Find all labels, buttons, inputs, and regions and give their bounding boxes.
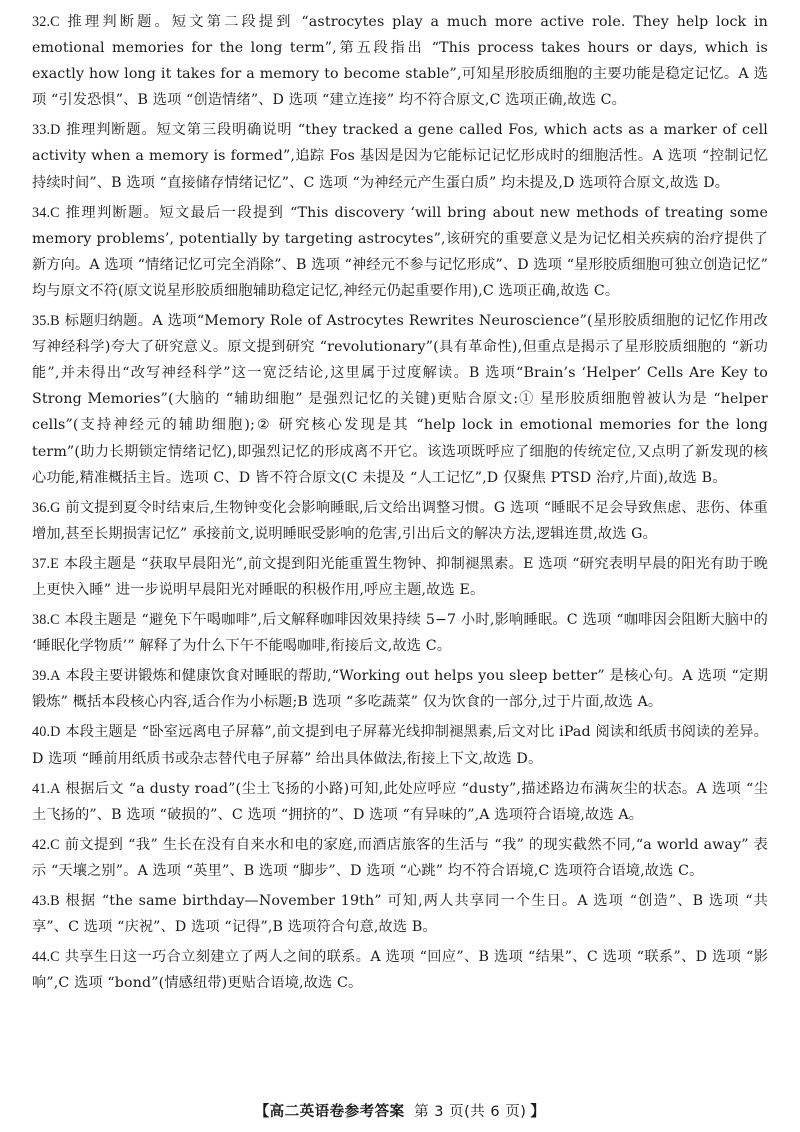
answer-number: 33.D: [32, 122, 61, 139]
answer-explanation: 本段主题是 “避免下午喝咖啡”,后文解释咖啡因效果持续 5−7 小时,影响睡眠。C 选项 “咖啡因会阻断大脑中的 ‘睡眠化学物质’” 解释了为什么下午不能喝咖啡,衔接后文,故选 C。: [32, 612, 768, 655]
answer-number: 36.G: [32, 499, 61, 516]
answer-number: 32.C: [32, 14, 60, 30]
answer-item: [32, 944, 768, 996]
answer-item: [32, 551, 768, 603]
answer-number: 44.C: [32, 949, 60, 966]
answer-number: 37.E: [32, 555, 60, 572]
answer-explanation: 根据后文 “a dusty road”(尘土飞扬的小路)可知,此处应呼应 “dusty”,描述路边布满灰尘的状态。A 选项 “尘土飞扬的”、B 选项 “破损的”、C 选项 “拥挤的”、D 选项 “有异味的”,A 选项符合语境,故选 A。: [32, 780, 768, 823]
answer-explanation: 本段主要讲锻炼和健康饮食对睡眠的帮助,“Working out helps you sleep better” 是核心句。A 选项 “定期锻炼” 概括本段核心内容,适合作为小标题;B 选项 “多吃蔬菜” 仅为饮食的一部分,过于片面,故选 A。: [32, 668, 768, 711]
answer-number: 41.A: [32, 780, 61, 797]
answer-item: [32, 308, 768, 491]
answer-number: 43.B: [32, 893, 60, 909]
answer-number: 34.C: [32, 204, 60, 221]
answer-number: 40.D: [32, 724, 61, 741]
answer-explanation: 推理判断题。短文最后一段提到 “This discovery ‘will bring about new methods of treating some memory problems’, potentially by targeting astrocytes”,该研究的重要意义是为记忆相关疾病的治疗提供了新方向。A 选项 “情绪记忆可完全消除”、B 选项 “神经元不参与记忆形成”、D 选项 “星形胶质细胞可独立创造记忆” 均与原文不符(原文说星形胶质细胞辅助稳定记忆,神经元仍起重要作用),C 选项正确,故选 C。: [32, 204, 768, 299]
answer-explanation: 推理判断题。短文第二段提到 “astrocytes play a much more active role. They help lock in emotional memories for the long term”,第五段指出 “This process takes hours or days, which is exactly how long it takes for a memory to become stable”,可知星形胶质细胞的主要功能是稳定记忆。A 选项 “引发恐惧”、B 选项 “创造情绪”、D 选项 “建立连接” 均不符合原文,C 选项正确,故选 C。: [32, 14, 768, 109]
answer-item: [32, 9, 768, 113]
answer-item: [32, 832, 768, 884]
answer-explanation: 前文提到 “我” 生长在没有自来水和电的家庭,而酒店旅客的生活与 “我” 的现实截然不同,“a world away” 表示 “天壤之别”。A 选项 “英里”、B 选项 “脚步”、D 选项 “心跳” 均不符合语境,C 选项符合语境,故选 C。: [32, 836, 768, 879]
answer-list: [32, 9, 768, 1000]
answer-item: [32, 607, 768, 659]
answer-number: 38.C: [32, 612, 60, 629]
answer-item: [32, 200, 768, 304]
answer-explanation: 标题归纳题。A 选项“Memory Role of Astrocytes Rewrites Neuroscience”(星形胶质细胞的记忆作用改写神经科学)夸大了研究意义。原文提到研究 “revolutionary”(具有革命性),但重点是揭示了星形胶质细胞的 “新功能”,并未得出“改写神经科学”这一宽泛结论,这里属于过度解读。B 选项“Brain’s ‘Helper’ Cells Are Key to Strong Memories”(大脑的 “辅助细胞” 是强烈记忆的关键)更贴合原文:① 星形胶质细胞曾被认为是 “helper cells”(支持神经元的辅助细胞);② 研究核心发现是其 “help lock in emotional memories for the long term”(助力长期锁定情绪记忆),即强烈记忆的形成离不开它。该选项既呼应了细胞的传统定位,又点明了新发现的核心功能,精准概括主旨。选项 C、D 皆不符合原文(C 未提及 “人工记忆”,D 仅聚焦 PTSD 治疗,片面),故选 B。: [32, 313, 768, 486]
answer-explanation: 推理判断题。短文第三段明确说明 “they tracked a gene called Fos, which acts as a marker of cell activity when a memory is formed”,追踪 Fos 基因是因为它能标记记忆形成时的细胞活性。A 选项 “控制记忆持续时间”、B 选项 “直接储存情绪记忆”、C 选项 “为神经元产生蛋白质” 均未提及,D 选项符合原文,故选 D。: [32, 122, 768, 191]
footer-page-info: 第 3 页(共 6 页): [414, 1104, 527, 1120]
answer-number: 35.B: [32, 313, 60, 330]
footer-close-bracket: 】: [530, 1104, 546, 1120]
answer-item: [32, 663, 768, 715]
answer-explanation: 根据 “the same birthday—November 19th” 可知,两人共享同一个生日。A 选项 “创造”、B 选项 “共享”、C 选项 “庆祝”、D 选项 “记得”,B 选项符合句意,故选 B。: [32, 893, 768, 936]
page-footer: [0, 1100, 800, 1121]
answer-explanation: 本段主题是 “获取早晨阳光”,前文提到阳光能重置生物钟、抑制褪黑素。E 选项 “研究表明早晨的阳光有助于晚上更快入睡” 进一步说明早晨阳光对睡眠的积极作用,呼应主题,故选 E。: [32, 555, 768, 598]
answer-explanation: 本段主题是 “卧室远离电子屏幕”,前文提到电子屏幕光线抑制褪黑素,后文对比 iPad 阅读和纸质书阅读的差异。D 选项 “睡前用纸质书或杂志替代电子屏幕” 给出具体做法,衔接上下文,故选 D。: [32, 724, 769, 767]
answer-item: [32, 888, 768, 940]
answer-explanation: 共享生日这一巧合立刻建立了两人之间的联系。A 选项 “回应”、B 选项 “结果”、C 选项 “联系”、D 选项 “影响”,C 选项 “bond”(情感纽带)更贴合语境,故选 C。: [32, 949, 768, 992]
answer-explanation: 前文提到夏令时结束后,生物钟变化会影响睡眠,后文给出调整习惯。G 选项 “睡眠不足会导致焦虑、悲伤、体重增加,甚至长期损害记忆” 承接前文,说明睡眠受影响的危害,引出后文的解决方法,逻辑连贯,故选 G。: [32, 499, 768, 542]
footer-title: 【高二英语卷参考答案: [254, 1104, 405, 1120]
answer-number: 39.A: [32, 668, 61, 685]
answer-item: [32, 719, 768, 771]
answer-item: [32, 776, 768, 828]
answer-item: [32, 117, 768, 195]
answer-item: [32, 495, 768, 547]
answer-number: 42.C: [32, 836, 60, 853]
